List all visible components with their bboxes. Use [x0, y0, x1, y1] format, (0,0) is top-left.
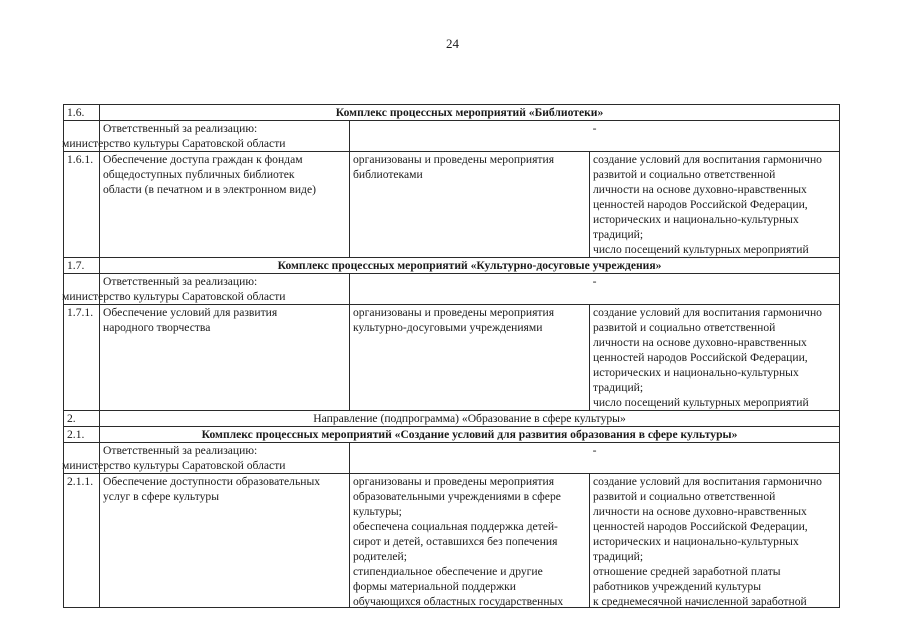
responsible-row-2-1 [64, 443, 840, 474]
item-number: 2.1.1. [64, 474, 100, 608]
task-line: Обеспечение условий для развития [103, 306, 278, 319]
link-line: развитой и социально ответственной [593, 490, 776, 503]
item-row-2-1-1 [64, 474, 840, 608]
responsible-label: Ответственный за реализацию: [103, 275, 258, 288]
task-line: народного творчества [103, 321, 211, 334]
link-line: традиций; [593, 381, 644, 394]
link-line: развитой и социально ответственной [593, 321, 776, 334]
link-line: традиций; [593, 228, 644, 241]
section-number: 1.6. [64, 105, 100, 121]
item-row-1-6-1 [64, 152, 840, 258]
link-line: число посещений культурных мероприятий [593, 396, 809, 409]
result-line: образовательными учреждениями в сфере [353, 490, 561, 503]
link-line: традиций; [593, 550, 644, 563]
link-line: создание условий для воспитания гармонично [593, 475, 822, 488]
result-line: родителей; [353, 550, 407, 563]
responsible-cell [62, 121, 350, 152]
responsible-cell [62, 443, 350, 474]
link-line: создание условий для воспитания гармонично [593, 306, 822, 319]
page-number: 24 [446, 36, 459, 51]
result-line: обучающихся областных государственных [353, 595, 564, 607]
result-cell [350, 474, 590, 608]
section-row-2-1 [64, 427, 840, 443]
link-line: исторических и национально-культурных [593, 213, 799, 226]
result-line: формы материальной поддержки [353, 580, 516, 593]
responsible-org: министерство культуры Саратовской области [62, 137, 286, 150]
responsible-row-1-7 [64, 274, 840, 305]
section-number: 2. [64, 411, 100, 427]
link-line: ценностей народов Российской Федерации, [593, 198, 808, 211]
responsible-dash: - [350, 274, 840, 305]
direction-row-2 [64, 411, 840, 427]
result-cell [350, 305, 590, 411]
result-line: организованы и проведены мероприятия [353, 153, 555, 166]
result-line: сирот и детей, оставшихся без попечения [353, 535, 558, 548]
task-line: области (в печатном и в электронном виде) [103, 183, 316, 196]
link-line: ценностей народов Российской Федерации, [593, 351, 808, 364]
link-line: личности на основе духовно-нравственных [593, 505, 807, 518]
link-line: создание условий для воспитания гармонично [593, 153, 822, 166]
item-row-1-7-1 [64, 305, 840, 411]
section-title: Комплекс процессных мероприятий «Библиотеки» [100, 105, 840, 121]
direction-title: Направление (подпрограмма) «Образование в сфере культуры» [100, 411, 840, 427]
link-line: личности на основе духовно-нравственных [593, 183, 807, 196]
link-line: работников учреждений культуры [593, 580, 761, 593]
link-line: личности на основе духовно-нравственных [593, 336, 807, 349]
task-line: Обеспечение доступности образовательных [103, 475, 321, 488]
section-number: 2.1. [64, 427, 100, 443]
result-line: стипендиальное обеспечение и другие [353, 565, 543, 578]
result-line: организованы и проведены мероприятия [353, 306, 555, 319]
task-cell [100, 152, 350, 258]
task-line: услуг в сфере культуры [103, 490, 220, 503]
link-line: исторических и национально-культурных [593, 535, 799, 548]
link-line: число посещений культурных мероприятий [593, 243, 809, 256]
section-row-1-7 [64, 258, 840, 274]
responsible-cell [62, 274, 350, 305]
responsible-row-1-6 [64, 121, 840, 152]
responsible-label: Ответственный за реализацию: [103, 122, 258, 135]
responsible-label: Ответственный за реализацию: [103, 444, 258, 457]
link-line: к среднемесячной начисленной заработной [593, 595, 807, 607]
responsible-dash: - [350, 443, 840, 474]
responsible-org: министерство культуры Саратовской области [62, 290, 286, 303]
link-line: развитой и социально ответственной [593, 168, 776, 181]
result-line: организованы и проведены мероприятия [353, 475, 555, 488]
link-cell [590, 305, 840, 411]
item-number: 1.7.1. [64, 305, 100, 411]
section-title: Комплекс процессных мероприятий «Культурно-досуговые учреждения» [100, 258, 840, 274]
section-row-1-6 [64, 105, 840, 121]
section-number: 1.7. [64, 258, 100, 274]
result-line: культуры; [353, 505, 402, 518]
task-line: общедоступных публичных библиотек [103, 168, 295, 181]
task-cell [100, 474, 350, 608]
link-line: отношение средней заработной платы [593, 565, 781, 578]
item-number: 1.6.1. [64, 152, 100, 258]
responsible-org: министерство культуры Саратовской области [62, 459, 286, 472]
result-cell [350, 152, 590, 258]
task-line: Обеспечение доступа граждан к фондам [103, 153, 303, 166]
result-line: библиотеками [353, 168, 423, 181]
section-title: Комплекс процессных мероприятий «Создание условий для развития образования в сфере культуры» [100, 427, 840, 443]
result-line: обеспечена социальная поддержка детей- [353, 520, 558, 533]
link-line: исторических и национально-культурных [593, 366, 799, 379]
result-line: культурно-досуговыми учреждениями [353, 321, 543, 334]
link-cell [590, 474, 840, 608]
link-cell [590, 152, 840, 258]
task-cell [100, 305, 350, 411]
responsible-dash: - [350, 121, 840, 152]
link-line: ценностей народов Российской Федерации, [593, 520, 808, 533]
program-table [63, 104, 840, 608]
